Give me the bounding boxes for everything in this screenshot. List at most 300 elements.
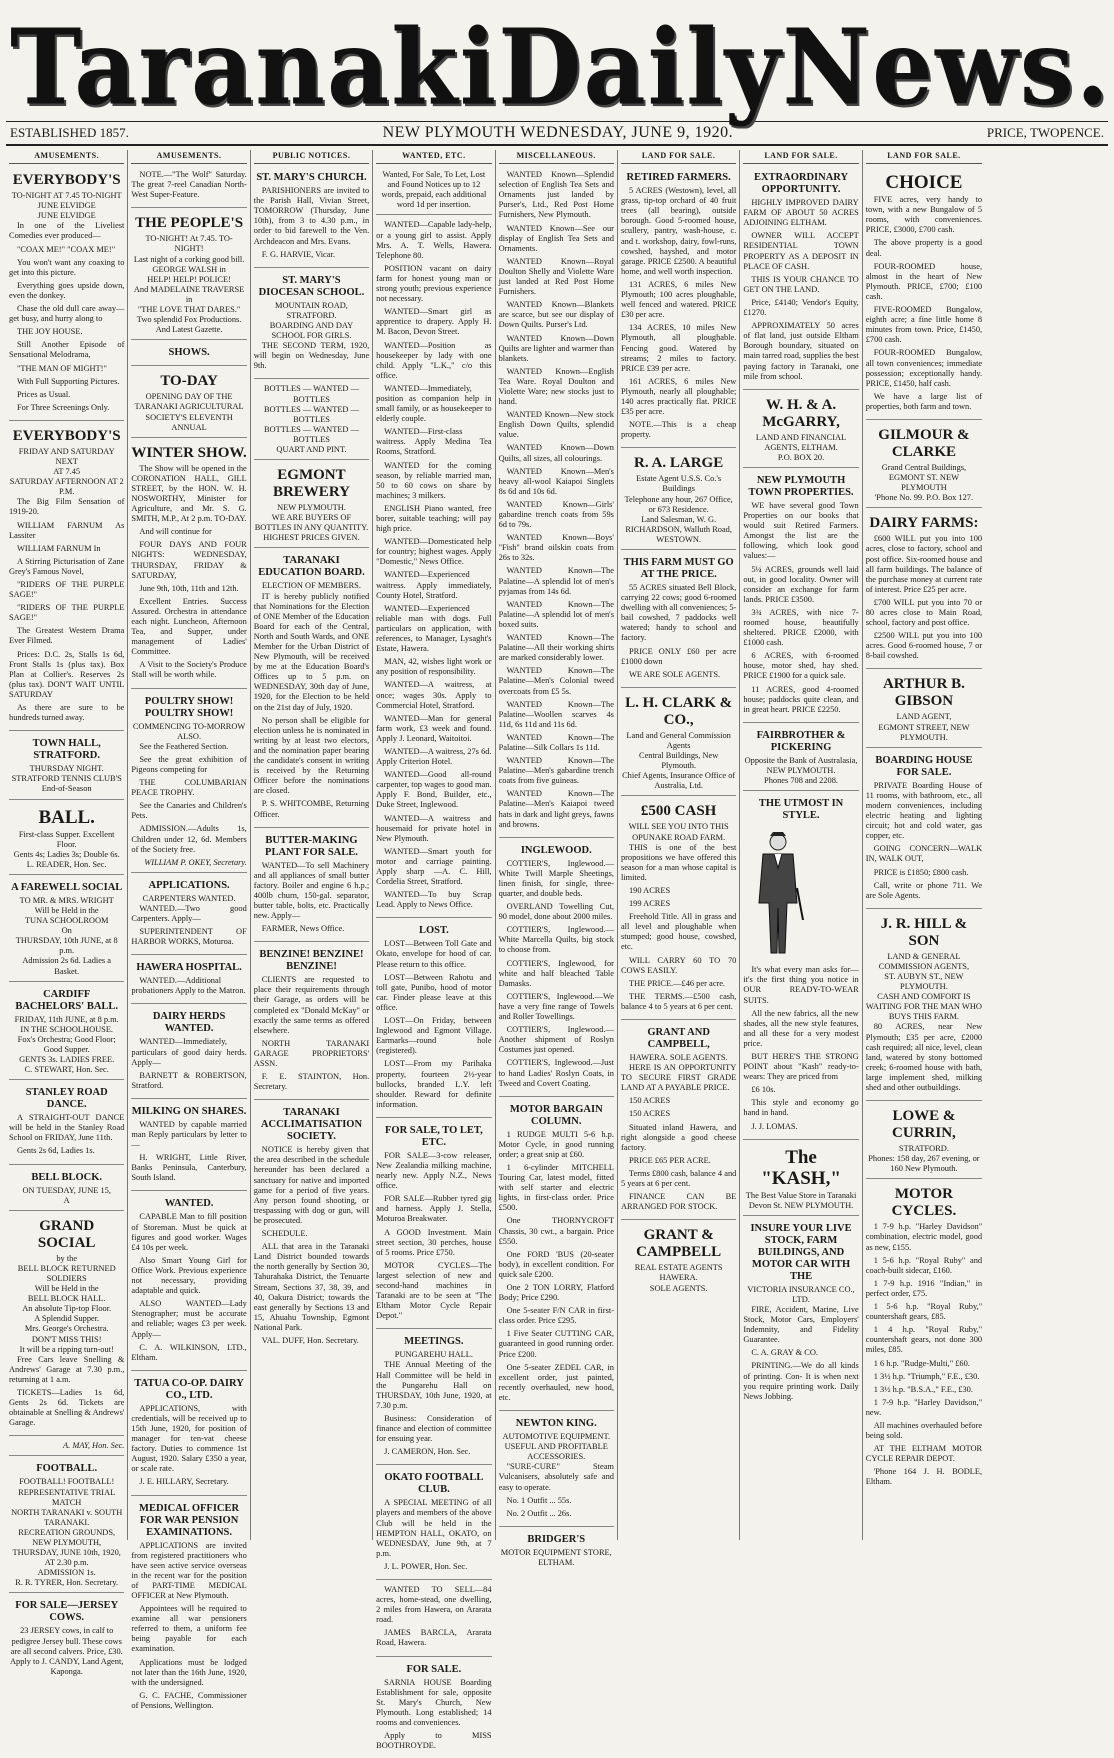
advertisement xyxy=(866,510,982,669)
ad-paragraph: WANTED—Man for general farm work, £3 week and found. Apply J. Leonard, Waitoitoi. xyxy=(376,713,492,743)
ad-paragraph: LOST—Between Rahotu and toll gate, Punibo, hood of motor car. Finder please leave at this office. xyxy=(376,972,492,1012)
advertisement xyxy=(866,1181,982,1494)
ad-paragraph: WANTED Known—Blankets are scarce, but see our display of Down Quilts. Purser's Ltd. xyxy=(498,300,614,330)
column-6 xyxy=(618,150,740,1540)
ad-paragraph: One 2 TON LORRY, Flatford Body; Price £290. xyxy=(498,1283,614,1303)
ad-title: The "KASH," xyxy=(761,1146,841,1189)
ad-line: A xyxy=(63,1195,70,1205)
ad-paragraph: WANTED—Experienced reliable man with dogs. Full particulars on application, with references, to Manager, Lysaght's Estate, Hawera. xyxy=(376,603,492,654)
ad-line: ST. AUBYN ST., NEW PLYMOUTH. xyxy=(884,971,964,992)
ad-paragraph: LOST—From my Parihaka property, fourteen 2½-year bullocks, branded L.Y. left shoulder. Reward for definite information. xyxy=(376,1059,492,1109)
advertisement xyxy=(131,167,246,208)
ad-paragraph: £700 WILL put you into 70 or 80 acres close to Main Road, school, factory and post office. xyxy=(865,597,983,628)
ad-title: £500 CASH xyxy=(640,803,717,820)
ad-paragraph: 55 ACRES situated Bell Block, carrying 22 cows; good 6-roomed dwelling with all conveniences; 5-bail cowshed, 7 paddocks well watered; handy to school and factory. xyxy=(620,583,737,643)
advertisement xyxy=(9,1213,124,1437)
advertisement xyxy=(866,750,982,909)
ad-title: R. A. LARGE xyxy=(634,455,724,472)
ad-title: POULTRY SHOW! POULTRY SHOW! xyxy=(144,695,234,719)
ad-line: Will be Held in the xyxy=(34,1284,99,1294)
column-heading: LAND FOR SALE. xyxy=(621,150,736,164)
advertisement xyxy=(131,342,246,366)
ad-paragraph: WANTED Known—The Palatine—Silk Collars 1s 11d. xyxy=(498,732,614,752)
ad-line: BOARDING AND DAY SCHOOL FOR GIRLS. xyxy=(269,320,354,341)
ad-paragraph: 131 ACRES, 6 miles New Plymouth; 100 acres ploughable, well fenced and watered. PRICE £30 per acre. xyxy=(620,279,737,320)
ad-paragraph: 'Phone 164 J. H. BODLE, Eltham. xyxy=(865,1467,983,1487)
ad-body xyxy=(131,1404,246,1488)
ad-line: TUNA SCHOOLROOM xyxy=(24,916,109,926)
column-heading: LAND FOR SALE. xyxy=(866,150,982,164)
ad-paragraph: WANTED—Smart youth for motor and carriage painting. Apply sharp —A. C. Hill, Cordelia Street, Stratford. xyxy=(376,846,492,887)
ad-title: WINTER SHOW. xyxy=(131,444,247,461)
column-7 xyxy=(740,150,862,1540)
ad-paragraph: SARNIA HOUSE Boarding Establishment for sale, opposite St. Mary's Church, New Plymouth. Long established; 14 rooms and conveniences. xyxy=(376,1677,492,1727)
ad-paragraph: FIRE, Accident, Marine, Live Stock, Motor Cars, Employers' Indemnity, and Fidelity Guarantee. xyxy=(743,1305,859,1345)
ad-title: INGLEWOOD. xyxy=(520,844,592,856)
advertisement xyxy=(743,793,858,1140)
ad-title: GRANT AND CAMPBELL, xyxy=(647,1027,710,1050)
ad-paragraph: BARNETT & ROBERTSON, Stratford. xyxy=(131,1070,247,1090)
advertisement xyxy=(9,877,124,982)
ad-body xyxy=(376,1151,491,1322)
ad-line: HELP! HELP! POLICE! xyxy=(147,274,231,284)
advertisement xyxy=(9,1082,124,1164)
ad-paragraph: 11 ACRES, good 4-roomed house; paddocks quite clean, and in great heart. PRICE £2250. xyxy=(743,684,859,714)
ad-line: Last night of a corking good bill. xyxy=(133,254,245,264)
column-3 xyxy=(251,150,373,1540)
ad-paragraph: WILLIAM FARNUM As Lassiter xyxy=(9,520,125,540)
ad-paragraph: WANTED Known—Down Quilts, all sizes, all colourings. xyxy=(498,443,614,463)
ad-paragraph: MAN, 42, wishes light work or any position of responsibility. xyxy=(376,657,492,677)
ad-paragraph: 1 7-9 h.p. "Harley Davidson" combination, electric model, good as new, £155. xyxy=(865,1222,983,1252)
ad-title: DAIRY FARMS: xyxy=(869,515,979,532)
ad-line: Telephone any hour, 267 Office, or 673 Residence. xyxy=(624,494,733,514)
advertisement xyxy=(621,690,736,797)
ad-title: L. H. CLARK & CO., xyxy=(625,694,733,728)
ad-paragraph: WANTED Known—Girls' gabardine trench coats from 59s 6d to 79s. xyxy=(498,499,614,530)
ad-line: NORTH TARANAKI v. SOUTH TARANAKI. xyxy=(11,1507,123,1527)
masthead-word-3: News. xyxy=(782,6,1112,129)
ad-line: First-class Supper. Excellent Floor. xyxy=(18,829,115,849)
advertisement xyxy=(254,270,369,380)
ad-line: An absolute Tip-top Floor. xyxy=(22,1304,112,1314)
dateline-text: NEW PLYMOUTH WEDNESDAY, JUNE 9, 1920. xyxy=(382,124,734,141)
advertisement xyxy=(376,167,491,215)
ad-paragraph: WANTED Known—The Palatine—A splendid lot of men's pyjamas from 14s 6d. xyxy=(498,566,614,596)
advertisement xyxy=(376,920,491,1118)
ad-line: VICTORIA INSURANCE CO., LTD. xyxy=(747,1284,855,1304)
ad-title: TARANAKI ACCLIMATISATION SOCIETY. xyxy=(260,1107,363,1143)
ad-line: LAND AND FINANCIAL AGENTS, ELTHAM. xyxy=(755,432,847,452)
ad-title: J. R. HILL & SON xyxy=(880,915,968,949)
ad-paragraph: Free Cars leave Snelling & Andrews' Garage at 7.30 p.m., returning at 1 a.m. xyxy=(9,1354,125,1384)
ad-paragraph: WANTED—A waitress and housemaid for private hotel in New Plymouth. xyxy=(376,813,492,843)
ad-paragraph: WANTED TO SELL—84 acres, home-stead, one dwelling, 2 miles from Hawera, on Ararata road. xyxy=(376,1584,492,1625)
ad-body xyxy=(866,195,982,412)
newspaper-page xyxy=(6,4,1112,1751)
ad-paragraph: Still Another Episode of Sensational Melodrama, xyxy=(9,340,125,360)
ad-title: A FAREWELL SOCIAL xyxy=(11,881,123,893)
ad-paragraph: 1 7-9 h.p. 1916 "Indian," in perfect order, £75. xyxy=(865,1278,983,1298)
advertisement xyxy=(866,671,982,747)
ad-body xyxy=(254,592,369,820)
ad-paragraph: LOST—On Friday, between Inglewood and Egmont Village. Earmarks—round hole (registered). xyxy=(376,1016,492,1056)
ad-line: CARPENTERS WANTED. xyxy=(142,893,236,903)
ad-body xyxy=(254,975,369,1092)
ad-paragraph: WANTED Known—The Palatine—Men's gabardine trench coats from five guineas. xyxy=(498,756,614,786)
advertisement xyxy=(254,167,369,268)
ad-body xyxy=(254,1145,369,1346)
ad-line: AT 7.45 xyxy=(53,467,81,477)
ad-body xyxy=(376,1360,491,1457)
ad-line: FRIDAY, 11th JUNE, at 8 p.m. xyxy=(14,1014,119,1024)
ad-paragraph: BUT HERE'S THE STRONG POINT about "Kash" ready-to-wears: They are priced from xyxy=(743,1051,859,1082)
ad-paragraph: WANTED by capable married man Reply particulars by letter to— xyxy=(131,1119,247,1150)
ad-line: TARANAKI AGRICULTURAL SOCIETY'S ELEVENTH ANNUAL xyxy=(134,402,244,432)
ad-body xyxy=(9,221,124,413)
masthead xyxy=(6,4,1112,129)
ad-paragraph: 1 3½ h.p. "Triumph," F.E., £30. xyxy=(873,1371,980,1381)
advertisement xyxy=(254,1102,369,1353)
ad-paragraph: Situated inland Hawera, and right alongside a good cheese factory. xyxy=(620,1122,737,1152)
ad-line: THURSDAY, JUNE 10th, 1920, AT 2.30 p.m. xyxy=(12,1548,121,1568)
ad-title: BENZINE! BENZINE! BENZINE! xyxy=(259,949,364,973)
masthead-word-1: Taranaki xyxy=(10,6,499,129)
ad-paragraph: 199 ACRES xyxy=(628,899,671,909)
ad-line: Phones: 158 day, 267 evening, or 160 New Plymouth. xyxy=(868,1154,980,1174)
ad-line: Land Salesman, W. G. RICHARDSON, Walluth Road, WESTOWN. xyxy=(625,514,732,544)
ad-paragraph: PRINTING.—We do all kinds of printing. Con- It is when next you require printing work. Daily News Jobbing. xyxy=(743,1361,859,1401)
ad-line: STRATFORD. xyxy=(898,1144,949,1154)
ad-paragraph: You won't want any coaxing to get into this picture. xyxy=(9,257,125,277)
ad-paragraph: 6 ACRES, with 6-roomed house, motor shed, hay shed. PRICE £1900 for a quick sale. xyxy=(743,651,859,681)
advertisement xyxy=(866,422,982,508)
ad-paragraph: LOST—Between Toll Gate and Okato, envelope for hood of car. Please return to this office. xyxy=(376,939,492,969)
ad-paragraph: 150 ACRES xyxy=(628,1109,671,1119)
ad-paragraph: June 9th, 10th, 11th and 12th. xyxy=(139,583,239,593)
ad-line: Phones 708 and 2208. xyxy=(764,776,839,786)
ad-line: CASH AND COMFORT IS WAITING FOR THE MAN WHO BUYS THIS FARM. xyxy=(865,992,982,1022)
ad-paragraph: 161 ACRES, 6 miles New Plymouth, nearly all ploughable; 140 acres practically flat. PRICE £35 per acre. xyxy=(620,376,737,417)
ad-paragraph: PRIVATE Boarding House of 11 rooms, with bathroom, etc., all modern conveniences, including electric heating and lighting circuit; hot and cold water, gas copper, etc. xyxy=(865,780,983,841)
ad-paragraph: Prices: D.C. 2s, Stalls 1s 6d, Front Stalls 1s (plus tax). Box Plan at Collier's. Reserves 2s (plus tax). DON'T WAIT UNTIL SATURDAY xyxy=(9,649,125,699)
ad-line: R. R. TYRER, Hon. Secretary. xyxy=(15,1578,119,1588)
ad-paragraph: A Stirring Picturisation of Zane Grey's Famous Novel, xyxy=(9,556,125,576)
ad-paragraph: Gents 2s 6d, Ladies 1s. xyxy=(17,1146,95,1156)
ad-body xyxy=(254,341,369,371)
ad-paragraph: WANTED Known—Splendid selection of English Tea Sets and Ornaments just landed by Purser's, Ltd., Red Post Home Furnishers, New Plymouth. xyxy=(498,170,614,220)
ad-paragraph: 1 5-6 h.p. "Royal Ruby," countershaft gears, £85. xyxy=(865,1302,983,1322)
ad-body xyxy=(376,1585,491,1649)
ad-line: Fox's Orchestra; Good Floor; Good Supper. xyxy=(17,1034,116,1054)
ad-paragraph: TICKETS—Ladies 1s 6d, Gents 2s 6d. Tickets are obtainable at Snelling & Andrews' Garage. xyxy=(9,1387,125,1428)
ad-paragraph: One THORNYCROFT Chassis, 30 cwt., a bargain. Price £550. xyxy=(498,1216,614,1246)
ad-line: HAWERA. xyxy=(659,1273,698,1283)
ad-paragraph: THIS is one of the best propositions we have offered this season for a man whose capital is limited. xyxy=(620,842,737,882)
ad-paragraph: C. A. GRAY & CO. xyxy=(751,1348,818,1358)
ad-line: DON'T MISS THIS! xyxy=(31,1334,102,1344)
column-heading: WANTED, ETC. xyxy=(376,150,491,164)
ad-line: MOUNTAIN ROAD, STRATFORD. xyxy=(275,300,348,320)
advertisement xyxy=(9,167,124,421)
ad-title: MEDICAL OFFICER FOR WAR PENSION EXAMINATIONS. xyxy=(139,1502,240,1538)
ad-title: EGMONT BREWERY xyxy=(272,467,350,501)
ad-paragraph: WANTED Known—The Palatine—Men's Kaiapoi tweed hats in dark and light greys, fawns and browns. xyxy=(498,789,614,829)
ad-paragraph: 1 3½ h.p. "B.S.A.," F.E., £30. xyxy=(873,1384,973,1394)
advertisement xyxy=(254,462,369,548)
ad-line: LAND AGENT, xyxy=(896,712,952,722)
advertisement xyxy=(376,1659,491,1758)
ad-title: MOTOR CYCLES. xyxy=(891,1186,957,1220)
ad-title: BELL BLOCK. xyxy=(31,1171,102,1183)
ad-paragraph: ALSO WANTED—Lady Stenographer; must be accurate and reliable; wages £3 per week. Apply— xyxy=(131,1299,247,1339)
ad-title: TOWN HALL, STRATFORD. xyxy=(32,738,101,762)
ad-body xyxy=(9,1113,124,1156)
ad-line: NEW PLYMOUTH. xyxy=(277,503,346,513)
ad-title: RETIRED FARMERS. xyxy=(626,172,731,184)
ad-paragraph: PRICE is £1850; £800 cash. xyxy=(873,867,969,877)
ad-body xyxy=(376,1678,491,1752)
advertisement xyxy=(621,1022,736,1220)
ad-title: LOWE & CURRIN, xyxy=(892,1108,956,1142)
ad-line: Chief Agents, Insurance Office of Australia, Ltd. xyxy=(622,771,736,791)
ad-line: Opposite the Bank of Australasia, NEW PLYMOUTH. xyxy=(744,755,858,775)
advertisement xyxy=(866,911,982,1101)
column-5 xyxy=(496,150,618,1567)
ad-paragraph: G. C. FACHE, Commissioner of Pensions, Wellington. xyxy=(131,1690,247,1710)
ad-body xyxy=(9,1355,124,1429)
ad-paragraph: ENGLISH Piano wanted, free borer, suitable teaching; will pay high price. xyxy=(376,503,492,534)
ad-title: NEWTON KING. xyxy=(515,1418,597,1430)
columns-container xyxy=(6,150,1108,1751)
ad-body xyxy=(131,1212,246,1362)
ad-body xyxy=(376,220,491,910)
ad-line: BOTTLES — WANTED — BOTTLES xyxy=(263,404,359,424)
ad-paragraph: Applications must be lodged not later than the 16th June, 1920, with the undersigned. xyxy=(131,1657,247,1687)
ad-line: Mrs. George's Orchestra. xyxy=(24,1324,109,1334)
ad-title: FOOTBALL. xyxy=(36,1463,98,1475)
ad-title: MEETINGS. xyxy=(404,1336,464,1348)
established-text: ESTABLISHED 1857. xyxy=(10,125,129,140)
ad-paragraph: WANTED—Smart girl as apprentice to drapery. Apply H. M. Bacon, Devon Street. xyxy=(376,307,492,337)
ad-body xyxy=(376,1498,491,1572)
ad-paragraph: FOUR-ROOMED Bungalow, all town conveniences; immediate possession; exceptionally handy. PRICE, £1450, half cash. xyxy=(865,348,983,388)
ad-line: RECREATION GROUNDS, NEW PLYMOUTH, xyxy=(18,1527,116,1547)
ad-body xyxy=(743,501,858,715)
ad-title: THE PEOPLE'S xyxy=(135,215,244,232)
advertisement xyxy=(131,368,246,437)
ad-paragraph: 190 ACRES xyxy=(628,885,671,895)
ad-paragraph: Excellent Entries. Success Assured. Orchestra in attendance each night. Luncheon, Afternoon Tea, and Supper, under management of Ladies' Committee. xyxy=(131,596,247,657)
ad-line: THURSDAY, 10th JUNE, at 8 p.m. xyxy=(15,936,118,956)
advertisement xyxy=(131,875,246,955)
ad-paragraph: C. A. WILKINSON, LTD., Eltham. xyxy=(131,1342,247,1362)
advertisement xyxy=(9,1595,124,1680)
advertisement xyxy=(376,217,491,918)
ad-paragraph: PRICE £65 PER ACRE. xyxy=(628,1155,711,1165)
advertisement xyxy=(131,1193,246,1370)
ad-paragraph: ALL that area in the Taranaki Land District bounded towards the north generally by Section 30, Tahurahaka District, the Tenuarte Stream, Sections 37, 38, 39, and 40, Oakura District; towards the east generally by Sections 13 and 15, Ahuahu Township, Egmont National Park. xyxy=(253,1242,370,1332)
ad-paragraph: THIS IS YOUR CHANCE TO GET ON THE LAND. xyxy=(743,274,859,294)
ad-paragraph: WILLIAM FARNUM In xyxy=(17,543,101,553)
ad-body xyxy=(131,170,246,200)
ad-paragraph: J. CAMERON, Hon. Sec. xyxy=(384,1447,471,1457)
advertisement xyxy=(499,1529,614,1572)
ad-paragraph: WANTED Known—The Palatine—Men's Colonial tweed overcoats from £5 5s. xyxy=(498,666,614,696)
ad-paragraph: COTTIER'S, Inglewood.—White Twill Marple Sheetings, linen finish, for single, three-quarter, and double beds. xyxy=(498,858,614,898)
ad-paragraph: FINANCE CAN BE ARRANGED FOR STOCK. xyxy=(620,1192,737,1212)
ad-line: WILL SEE YOU INTO THIS xyxy=(628,822,729,832)
ad-paragraph: COTTIER'S, Inglewood.—White Marcella Quilts, big stock to choose from. xyxy=(498,925,614,955)
ad-line: BOTTLES — WANTED — BOTTLES xyxy=(263,424,359,444)
ad-paragraph: J. L. POWER, Hon. Sec. xyxy=(384,1561,468,1571)
ad-paragraph: FIVE-ROOMED Bungalow, eighth acre; a fine little home 8 minutes from town. Price, £1450, £700 cash. xyxy=(865,305,983,345)
ad-paragraph: £600 WILL put you into 100 acres, close to factory, school and post office. Six-roomed house and all farm buildings. The balance of the purchase money at current rate of interest. Price £25 per acre. xyxy=(865,534,983,594)
ad-paragraph: POSITION vacant on dairy farm for honest young man or strong youth; previous experience not necessary. xyxy=(376,263,492,304)
ad-paragraph: Also Smart Young Girl for Office Work. Previous experience not necessary, providing adaptable and quick. xyxy=(131,1255,247,1296)
ad-paragraph: IT is hereby publicly notified that Nominations for the Election of ONE Member of the Education Board for each of the Central, North and South Wards, and ONE Member for the Urban District of New Plymouth, will be received by me at the Education Board's Offices up to 5 p.m. on WEDNESDAY, 30th day of June, 1920, for the Election to be held on the 21st day of July, 1920. xyxy=(253,591,370,712)
ad-line: JUNE ELVIDGE xyxy=(37,201,96,211)
ad-paragraph: "COAX ME!" "COAX ME!" xyxy=(17,244,116,254)
ad-paragraph: WANTED Known—Men's heavy all-wool Kaiapoi Singlets 8s 6d and 10s 6d. xyxy=(498,466,614,496)
ad-line: And Latest Gazette. xyxy=(155,325,223,335)
ad-title: STANLEY ROAD DANCE. xyxy=(25,1087,108,1111)
ad-line: TO-NIGHT! At 7.45. TO-NIGHT! xyxy=(145,234,233,254)
advertisement xyxy=(376,1120,491,1330)
ad-body xyxy=(621,843,736,1012)
ad-line: JUNE ELVIDGE xyxy=(37,211,96,221)
ad-paragraph: WANTED—Position as housekeeper by lady with one child. Apply "L.K.," c/o this office. xyxy=(376,340,492,380)
ad-paragraph: WANTED Known—See our display of English Tea Sets and Ornaments. xyxy=(498,223,614,253)
ad-paragraph: APPLICATIONS are invited from registered practitioners who have seen active service overseas in the recent war for the position of PART-TIME MEDICAL OFFICER at New Plymouth. xyxy=(131,1540,247,1600)
ad-paragraph: We have a large list of properties, both farm and town. xyxy=(865,391,983,411)
column-heading: LAND FOR SALE. xyxy=(743,150,858,164)
ad-line: BOTTLES — WANTED — BOTTLES xyxy=(263,384,359,404)
ad-paragraph: WANTED Known—English Tea Ware. Royal Doulton and Violette Ware; new stocks just to hand. xyxy=(498,366,614,407)
ad-paragraph: 1 4 h.p. "Royal Ruby," countershaft gears, not done 300 miles, £85. xyxy=(865,1325,983,1355)
ad-paragraph: Appointees will be required to examine all war pensioners referred to them, a uniform fee being payable for each examination. xyxy=(131,1604,247,1654)
ad-line: IN THE SCHOOLHOUSE. xyxy=(20,1024,114,1034)
ad-title: OKATO FOOTBALL CLUB. xyxy=(384,1472,484,1496)
ad-paragraph: No. 2 Outfit ... 26s. xyxy=(506,1508,572,1518)
ad-paragraph: WANTED Known—The Palatine—All their working shirts are marked considerably lower. xyxy=(498,633,614,663)
advertisement xyxy=(743,167,858,390)
advertisement xyxy=(9,802,124,875)
ad-title: TO-DAY xyxy=(160,373,218,390)
ad-body xyxy=(499,859,614,1089)
advertisement xyxy=(131,210,246,340)
ad-line: The Best Value Store in Taranaki xyxy=(745,1190,857,1200)
ad-line: A Splendid Supper. xyxy=(34,1314,100,1324)
ad-paragraph: 5¼ ACRES, grounds well laid out, in good locality. Owner will consider an exchange for farm lands. PRICE £3500. xyxy=(743,564,859,604)
ad-body xyxy=(621,186,736,440)
ad-paragraph: COTTIER'S, Inglewood.—Just to hand Ladies' Roslyn Coats, in Tweed and Covert Coating. xyxy=(498,1058,614,1088)
ad-paragraph: And will continue for xyxy=(139,527,212,537)
ad-line: Land and General Commission Agents xyxy=(626,730,731,750)
ad-title: MILKING ON SHARES. xyxy=(131,1105,247,1117)
ad-paragraph: 150 ACRES xyxy=(628,1096,671,1106)
column-4 xyxy=(373,150,495,1751)
ad-paragraph: £6 10s. xyxy=(751,1085,776,1095)
ad-paragraph: 134 ACRES, 10 miles New Plymouth, all ploughable. Fencing good. Watered by streams; 2 miles to factory. PRICE £39 per acre. xyxy=(620,323,737,373)
ad-paragraph: 1 5-6 h.p. "Royal Ruby" and coach-built sidecar, £160. xyxy=(865,1255,983,1275)
ad-paragraph: MOTOR CYCLES—The largest selection of new and second-hand machines in Taranaki are to be seen at "The Eltham Motor Cycle Repair Depot." xyxy=(376,1260,492,1321)
ad-body xyxy=(743,965,858,1131)
ad-line: L. READER, Hon. Sec. xyxy=(26,859,107,869)
ad-body xyxy=(499,1462,614,1518)
ad-paragraph: 80 ACRES, near New Plymouth; £35 per acre, £2000 cash required; all nice, level, clean land, watered by stony bottomed creek; 6-roomed house with bath, large implement shed, milking shed and other outbuildings. xyxy=(865,1022,983,1092)
advertisement xyxy=(621,1222,736,1297)
ad-paragraph: WANTED—Immediately, particulars of good dairy herds. Apply— xyxy=(131,1037,247,1067)
ad-line: 23 JERSEY cows, in calf to pedigree Jersey bull. These cows are all second calvers. Price, £30. Apply to J. CANDY, Land Agent, Kaponga. xyxy=(10,1626,124,1676)
ad-paragraph: FOUR DAYS AND FOUR NIGHTS: WEDNESDAY, THURSDAY, FRIDAY & SATURDAY, xyxy=(131,540,247,580)
ad-paragraph: With Full Supporting Pictures. xyxy=(17,376,120,386)
advertisement xyxy=(131,1006,246,1098)
ad-line: "THE LOVE THAT DARES." xyxy=(137,305,241,315)
column-heading: MISCELLANEOUS. xyxy=(499,150,614,164)
ad-paragraph: 1 6 h.p. "Rudge-Multi," £60. xyxy=(873,1358,970,1368)
ad-line: Grand Central Buildings, xyxy=(881,462,967,472)
ad-paragraph: HERE IS AN OPPORTUNITY TO SECURE FIRST GRADE LAND AT A PAYABLE PRICE. xyxy=(620,1063,737,1093)
ad-body xyxy=(376,939,491,1110)
ad-paragraph: Business: Consideration of finance and election of committee for ensuing year. xyxy=(376,1413,492,1444)
ad-paragraph: WANTED—Capable lady-help, or a young girl to assist. Apply Mrs. A. T. Wells, Hawera. Telephone 80. xyxy=(376,220,492,260)
advertisement xyxy=(621,167,736,448)
ad-paragraph: WANTED—To sell Machinery and all appliances of small butter factory. Boiler and engine 6 h.p.; 400lb churn, 150-gal. separator, butter table, bolts, etc. Practically new. Apply— xyxy=(253,860,370,921)
ad-title: EXTRAORDINARY OPPORTUNITY. xyxy=(753,172,849,196)
ad-paragraph: 3¾ ACRES, with nice 7-roomed house, beautifully sheltered. PRICE £2000, with £1000 cash. xyxy=(743,607,859,648)
ad-paragraph: WANTED for the coming season, by reliable married man, 50 to 60 cows on share by machines; 3 milkers. xyxy=(376,460,492,500)
ad-paragraph: Call, write or phone 711. We are Sole Agents. xyxy=(865,880,983,900)
ad-body xyxy=(254,861,369,935)
ad-line: EGMONT ST. NEW PLYMOUTH xyxy=(888,473,960,493)
ad-paragraph: All the new fabrics, all the new shades, all the new style features, and all these for a very modest price. xyxy=(743,1008,859,1048)
ad-paragraph: One 5-seater F/N CAR in first-class order. Price £295. xyxy=(498,1306,614,1326)
ad-paragraph: NOTE.—"The Wolf" Saturday. The great 7-reel Canadian North-West Super-Feature. xyxy=(131,170,247,200)
ad-line: FRIDAY AND SATURDAY NEXT xyxy=(18,446,115,466)
advertisement xyxy=(9,1458,124,1593)
ad-paragraph: "THE MAN OF MIGHT!" xyxy=(17,363,107,373)
ad-paragraph: WANTED Known—New stock English Down Quilts, splendid value. xyxy=(498,410,614,440)
ad-body xyxy=(254,186,369,260)
ad-paragraph: WANTED—A waitress, at once; wages 30s. Apply to Commercial Hotel, Stratford. xyxy=(376,680,492,710)
ad-line: OPENING DAY OF THE xyxy=(145,392,233,402)
ad-line: SATURDAY AFTERNOON AT 2 P.M. xyxy=(9,477,124,497)
ad-paragraph: WANTED—First-class waitress. Apply Medina Tea Rooms, Stratford. xyxy=(376,427,492,457)
advertisement xyxy=(866,167,982,420)
ad-paragraph: OVERLAND Towelling Cut, 90 model, done about 2000 miles. xyxy=(498,902,614,922)
ad-body xyxy=(9,497,124,723)
ad-line: Gents 4s; Ladies 3s; Double 6s. xyxy=(13,849,120,859)
column-heading: PUBLIC NOTICES. xyxy=(254,150,369,164)
ad-paragraph: The Big Film Sensation of 1919-20. xyxy=(9,497,125,517)
ad-paragraph: VAL. DUFF, Hon. Secretary. xyxy=(261,1335,359,1345)
ad-paragraph: FOUR-ROOMED house, almost in the heart of New Plymouth. PRICE, £700; £100 cash. xyxy=(865,261,983,301)
ad-paragraph: WANTED—To buy Scrap Lead. Apply to News Office. xyxy=(376,890,492,910)
advertisement xyxy=(621,552,736,688)
ad-line: WE ARE BUYERS OF BOTTLES IN ANY QUANTITY. HIGHEST PRICES GIVEN. xyxy=(254,513,369,543)
ad-paragraph: WANTED Known—Boys' "Fish" brand oilskin coats from 26s to 32s. xyxy=(498,533,614,563)
ad-line: P.O. BOX 20. xyxy=(777,452,825,462)
ad-paragraph: One FORD 'BUS (20-seater body), in excellent condition. For quick sale £200. xyxy=(498,1249,614,1279)
suit-illustration xyxy=(743,828,813,958)
advertisement xyxy=(131,957,246,1004)
ad-paragraph: WANTED—Experienced waitress. Apply immediately, County Hotel, Stratford. xyxy=(376,570,492,600)
ad-title: GRANT & CAMPBELL xyxy=(636,1227,722,1261)
ad-paragraph: WE ARE SOLE AGENTS. xyxy=(628,669,721,679)
ad-paragraph: 1 RUDGE MULTI 5-6 h.p. Motor Cycle, in good running order; a great snip at £60. xyxy=(498,1129,614,1159)
ad-paragraph: FOR SALE—3-cow releaser, New Zealandia milking machine, nearly new. Apply N.Z., News office. xyxy=(376,1150,492,1191)
